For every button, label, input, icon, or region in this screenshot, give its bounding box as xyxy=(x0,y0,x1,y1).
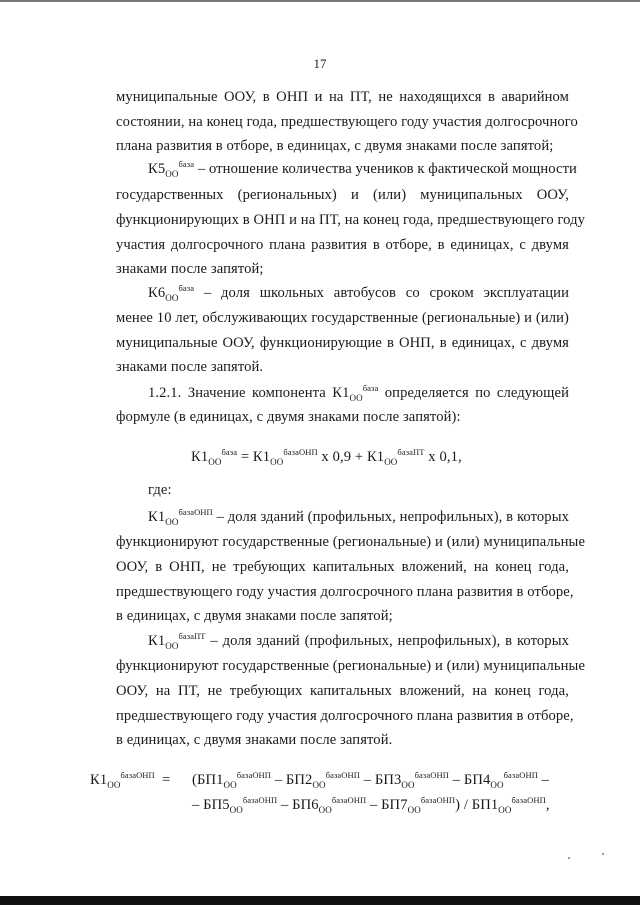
paragraph-line: плана развития в отборе, в единицах, с двумя знаками после запятой; xyxy=(116,138,554,154)
k5-definition-line: $К5_{ОО}^{база}$ – отношение количества учеников к фактической мощности xyxy=(148,159,577,179)
formula-k1-onp-line-1: ($БП1_{ОО}^{базаОНП} - БП2_{ОО}^{базаОНП} - БП3_{ОО}^{базаОНП} - БП4_{ОО}^{базаОНП}$ – xyxy=(192,770,550,790)
paragraph-line: муниципальные ООУ, в ОНП и на ПТ, не находящихся в аварийном xyxy=(116,89,569,105)
paragraph-line: предшествующего году участия долгосрочного плана развития в отборе, xyxy=(116,584,574,600)
section-1-2-1-heading: 1.2.1. Значение компонента $К1_{ОО}^{база}$ определяется по следующей xyxy=(148,383,570,403)
paragraph-line: функционируют государственные (региональные) и (или) муниципальные xyxy=(116,658,586,674)
formula-equals: = xyxy=(162,772,171,788)
paragraph-line: знаками после запятой. xyxy=(116,359,264,375)
paragraph-line: ООУ, в ОНП, не требующих капитальных вложений, на конец года, xyxy=(116,559,569,575)
k1-pt-symbol: $К1_{ОО}^{базаПТ}$ xyxy=(148,631,206,651)
k1-pt-definition-line: $К1_{ОО}^{базаПТ}$ – доля зданий (профильных, непрофильных), в которых xyxy=(148,631,569,651)
scan-bottom-edge xyxy=(0,896,640,905)
paragraph-line: менее 10 лет, обслуживающих государственные (региональные) и (или) xyxy=(116,310,569,326)
formula-k1-base: $К1_{ОО}^{база} = К1_{ОО}^{базаОНП}$ х $0,9 + К1_{ОО}^{базаПТ}$ х 0,1, xyxy=(191,447,462,467)
paragraph-line: муниципальные ООУ, функционирующие в ОНП, в единицах, с двумя xyxy=(116,335,569,351)
formula-k1-onp-lhs: $К1_{ОО}^{базаОНП}$ xyxy=(90,770,155,790)
scan-speck xyxy=(568,857,570,859)
paragraph-line: состоянии, на конец года, предшествующего году участия долгосрочного xyxy=(116,114,578,130)
k5-symbol: $К5_{ОО}^{база}$ xyxy=(148,159,195,179)
paragraph-line: ООУ, на ПТ, не требующих капитальных вложений, на конец года, xyxy=(116,683,569,699)
paragraph-line: государственных (региональных) и (или) муниципальных ООУ, xyxy=(116,187,569,203)
paragraph-line: в единицах, с двумя знаками после запятой; xyxy=(116,608,393,624)
paragraph-line: формуле (в единицах, с двумя знаками после запятой): xyxy=(116,409,461,425)
scan-speck xyxy=(602,853,604,855)
formula-k1-onp-line-2: – $БП5_{ОО}^{базаОНП} - БП6_{ОО}^{базаОНП} - БП7_{ОО}^{базаОНП}) / БП1_{ОО}^{базаОНП}$, xyxy=(192,795,550,815)
page-number: 17 xyxy=(313,56,327,71)
where-label: где: xyxy=(148,482,172,498)
paragraph-line: знаками после запятой; xyxy=(116,261,264,277)
k1-onp-symbol: $К1_{ОО}^{базаОНП}$ xyxy=(148,507,213,527)
paragraph-line: предшествующего году участия долгосрочного плана развития в отборе, xyxy=(116,708,574,724)
scan-top-edge xyxy=(0,0,640,2)
k1-onp-definition-line: $К1_{ОО}^{базаОНП}$ – доля зданий (профильных, непрофильных), в которых xyxy=(148,507,569,527)
k6-definition-line: $К6_{ОО}^{база}$ – доля школьных автобусов со сроком эксплуатации xyxy=(148,283,569,303)
paragraph-line: функционирующих в ОНП и на ПТ, на конец года, предшествующего году xyxy=(116,212,586,228)
paragraph-line: в единицах, с двумя знаками после запятой. xyxy=(116,732,393,748)
paragraph-line: участия долгосрочного плана развития в отборе, в единицах, с двумя xyxy=(116,237,569,253)
k6-symbol: $К6_{ОО}^{база}$ xyxy=(148,283,195,303)
paragraph-line: функционируют государственные (региональные) и (или) муниципальные xyxy=(116,534,586,550)
